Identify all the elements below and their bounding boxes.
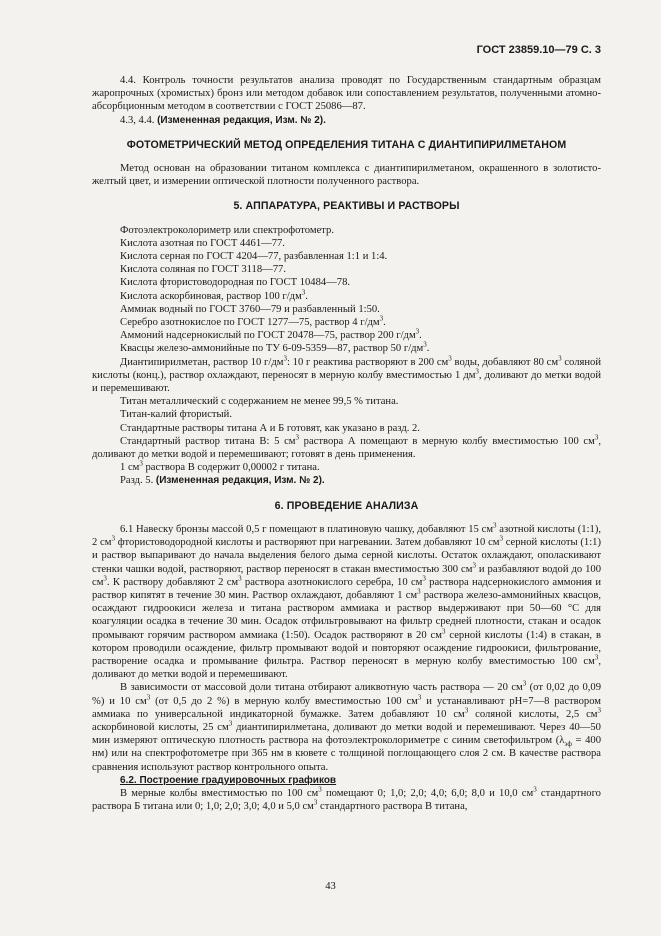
paragraph-method: Метод основан на образовании титаном комплекса с диантипирилметаном, окрашенного в золотисто-желтый цвет, и измерении оптической плотности полученного раствора. (92, 163, 601, 188)
paragraph-6-1: 6.1 Навеску бронзы массой 0,5 г помещают в платиновую чашку, добавляют 15 $см^3$ азотной кислоты (1:1), 2 $см^3$ фтористоводородной кислоты и растворяют при нагревании. Затем добавляют 10 $см^3$ серной кислоты (1:1) и раствор выпаривают до начала выделения белого дыма серной кислоты. Остаток охлаждают, ополаскивают стенки чашки водой, растворяют, раствор переносят в стакан вместимостью 300 $см^3$ и разбавляют водой до 100 $см^3$. К раствору добавляют 2 $см^3$ раствора азотнокислого серебра, 10 $см^3$ раствора надсернокислого аммония и раствор кипятят в течение 30 мин. Раствор охлаждают, добавляют 1 $см^3$ раствора железо-аммонийных квасцов, осаждают гидроокиси железа и титана раствором аммиака и раствор выдерживают при 50—60 °С для коагуляции осадка в течение 30 мин. Осадок отфильтровывают на фильтр средней плотности, стакан и осадок промывают горячим раствором аммиака (1:50). Осадок растворяют в 20 $см^3$ серной кислоты (1:4) в стакан, в котором проводили осаждение, фильтр промывают водой и повторяют осаждение гидроокиси, фильтрование, растворение осадка и промывание фильтра. Раствор переносят в мерную колбу вместимостью 100 $см^3$, доливают до метки водой и перемешивают. (92, 521, 602, 681)
paragraph-4-4: 4.4. Контроль точности результатов анализа проводят по Государственным стандартным образцам жаропрочных (хромистых) бронз или методом добавок или сопоставлением результатов, полученными атомно-абсорбционным методом в соответствии с ГОСТ 25086—87. (92, 75, 601, 113)
reagent-item: Кислота аскорбиновая, раствор 100 $г/дм^3$. (120, 288, 308, 302)
edit-note-4-3-4-4 (92, 114, 601, 127)
edit-note-ref: 4.3, 4.4. (120, 114, 155, 126)
edit-note-section-5 (92, 474, 601, 487)
reagent-item: Кислота азотная по ГОСТ 4461—77. (120, 237, 285, 249)
paragraph-6-1-aliquot: В зависимости от массовой доли титана отбирают аликвотную часть раствора — 20 $см^3$ (от 0,02 до 0,09 %) и 10 $см^3$ (от 0,5 до 2 %) в мерную колбу вместимостью 100 $см^3$ и устанавливают рН=7—8 раствором аммиака по универсальной индикаторной бумажке. Затем добавляют 10 $см^3$ соляной кислоты, 2,5 $см^3$ аскорбиновой кислоты, 25 $см^3$ диантипирилметана, доливают до метки водой и перемешивают. Через 40—50 мин измеряют оптическую плотность раствора на фотоэлектроколориметре с синим светофильтром ($\lambda_{эф} = 400$ нм) или на спектрофотометре при 365 нм в кювете с толщиной поглощающего слоя 2 см. В качестве раствора сравнения используют раствор контрольного опыта. (92, 679, 601, 773)
reagent-item-standard-b: Стандартный раствор титана В: 5 $см^3$ раствора А помещают в мерную колбу вместимостью 100 $см^3$, доливают до метки водой и перемешивают; готовят в день применения. (92, 433, 601, 461)
section-title-6: 6. ПРОВЕДЕНИЕ АНАЛИЗА (274, 499, 419, 512)
reagent-item: 1 $см^3$ раствора В содержит 0,00002 г титана. (120, 459, 320, 474)
page-header: ГОСТ 23859.10—79 С. 3 (476, 44, 601, 56)
edit-note-text: (Измененная редакция, Изм. № 2). (155, 475, 325, 487)
section-title-5: 5. АППАРАТУРА, РЕАКТИВЫ И РАСТВОРЫ (233, 200, 460, 213)
edit-note-ref: Разд. 5. (120, 475, 154, 487)
section-title-method: ФОТОМЕТРИЧЕСКИЙ МЕТОД ОПРЕДЕЛЕНИЯ ТИТАНА С ДИАНТИПИРИЛМЕТАНОМ (126, 138, 567, 151)
reagent-item: Аммоний надсернокислый по ГОСТ 20478—75, раствор 200 $г/дм^3$. (120, 327, 422, 342)
paragraph-6-2: В мерные колбы вместимостью по 100 $см^3$ помещают 0; 1,0; 2,0; 4,0; 6,0; 8,0 и 10,0 $см^3$ стандартного раствора Б титана или 0; 1,0; 2,0; 3,0; 4,0 и 5,0 $см^3$ стандартного раствора В титана, (92, 785, 601, 813)
reagent-item: Титан металлический с содержанием не менее 99,5 % титана. (120, 396, 399, 408)
page-number: 43 (325, 881, 336, 892)
subsection-6-2-title: 6.2. Построение градуировочных графиков (120, 774, 337, 786)
reagent-item-diantipyrylmethane: Диантипирилметан, раствор 10 $г/дм^3$: 10 г реактива растворяют в 200 $см^3$ воды, добавляют 80 $см^3$ соляной кислоты (конц.), раствор охлаждают, переносят в мерную колбу вместимостью 1 $дм^3$, доливают до метки водой и перемешивают. (92, 354, 601, 395)
edit-note-text: (Измененная редакция, Изм. № 2). (157, 114, 326, 126)
reagent-item: Серебро азотнокислое по ГОСТ 1277—75, раствор 4 $г/дм^3$. (120, 314, 386, 329)
reagent-item: Кислота серная по ГОСТ 4204—77, разбавленная 1:1 и 1:4. (120, 251, 388, 263)
reagent-item: Квасцы железо-аммонийные по ТУ 6-09-5359—87, раствор 50 $г/дм^3$. (120, 340, 430, 355)
page-content (92, 74, 601, 813)
reagent-item: Кислота соляная по ГОСТ 3118—77. (120, 264, 286, 276)
reagent-item: Титан-калий фтористый. (120, 409, 232, 421)
reagent-item: Кислота фтористоводородная по ГОСТ 10484—78. (120, 277, 351, 289)
reagent-item: Аммиак водный по ГОСТ 3760—79 и разбавленный 1:50. (120, 303, 380, 315)
reagent-list (92, 224, 601, 488)
reagent-item: Стандартные растворы титана А и Б готовят, как указано в разд. 2. (120, 422, 420, 434)
reagent-item: Фотоэлектроколориметр или спектрофотометр. (120, 224, 334, 236)
